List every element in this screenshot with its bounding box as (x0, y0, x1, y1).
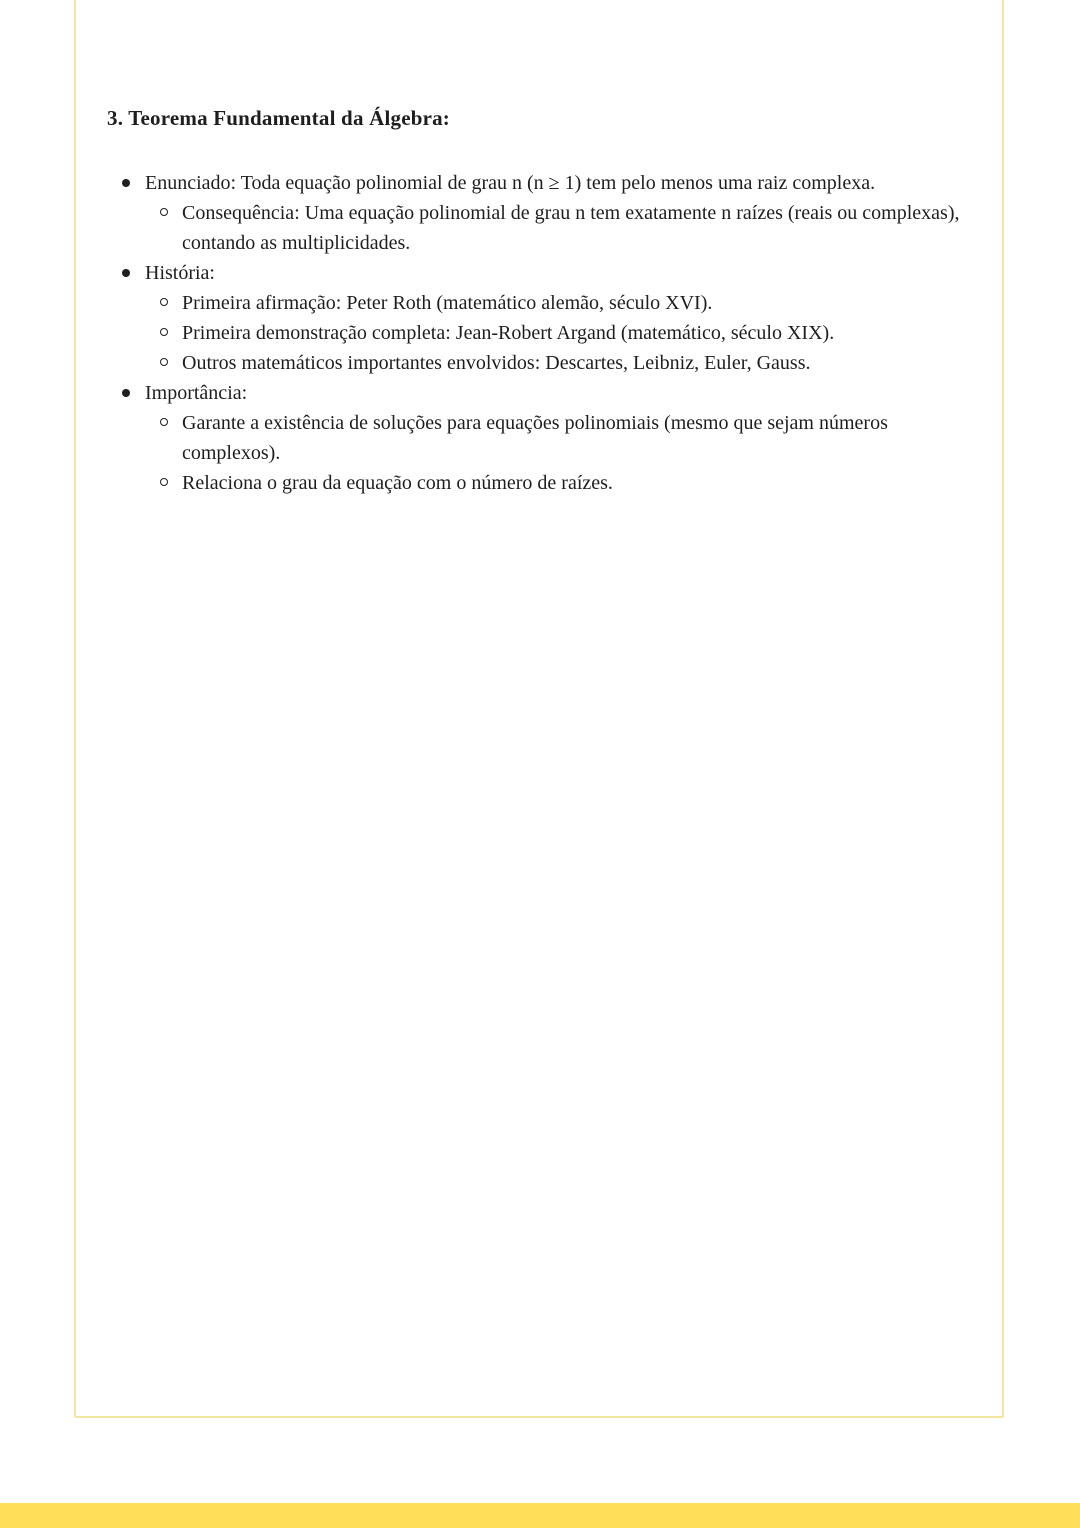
bullet-list (107, 168, 977, 498)
bottom-accent-strip (0, 1503, 1080, 1528)
sub-list-item (107, 348, 977, 378)
sub-list-item (107, 198, 977, 258)
sub-list-item (107, 408, 977, 468)
circle-bullet-icon (160, 358, 168, 366)
list-item-historia (107, 258, 977, 378)
list-item-text: História: (145, 262, 215, 284)
circle-bullet-icon (160, 298, 168, 306)
section-heading: 3. Teorema Fundamental da Álgebra: (107, 106, 451, 130)
sub-list-item (107, 468, 977, 498)
sub-list-item-text: Consequência: Uma equação polinomial de grau n tem exatamente n raízes (reais ou complexas), contando as multiplicidades. (182, 202, 960, 254)
list-item-importancia (107, 378, 977, 498)
sub-list-item-text: Garante a existência de soluções para equações polinomiais (mesmo que sejam números complexos). (182, 412, 888, 464)
sub-list-item-text: Outros matemáticos importantes envolvidos: Descartes, Leibniz, Euler, Gauss. (182, 352, 811, 374)
sub-list-item-text: Primeira demonstração completa: Jean-Robert Argand (matemático, século XIX). (182, 322, 835, 344)
sub-list-item (107, 288, 977, 318)
sub-bullet-list (107, 408, 977, 498)
document-content (107, 103, 977, 498)
circle-bullet-icon (160, 328, 168, 336)
sub-list-item-text: Primeira afirmação: Peter Roth (matemático alemão, século XVI). (182, 292, 713, 314)
bullet-icon (122, 389, 130, 397)
circle-bullet-icon (160, 478, 168, 486)
circle-bullet-icon (160, 208, 168, 216)
bullet-icon (122, 269, 130, 277)
circle-bullet-icon (160, 418, 168, 426)
sub-bullet-list (107, 198, 977, 258)
sub-bullet-list (107, 288, 977, 378)
sub-list-item-text: Relaciona o grau da equação com o número de raízes. (182, 472, 613, 494)
list-item-text: Enunciado: Toda equação polinomial de grau n (n ≥ 1) tem pelo menos uma raiz complexa. (145, 172, 876, 194)
list-item-enunciado (107, 168, 977, 258)
bullet-icon (122, 179, 130, 187)
sub-list-item (107, 318, 977, 348)
list-item-text: Importância: (145, 382, 248, 404)
